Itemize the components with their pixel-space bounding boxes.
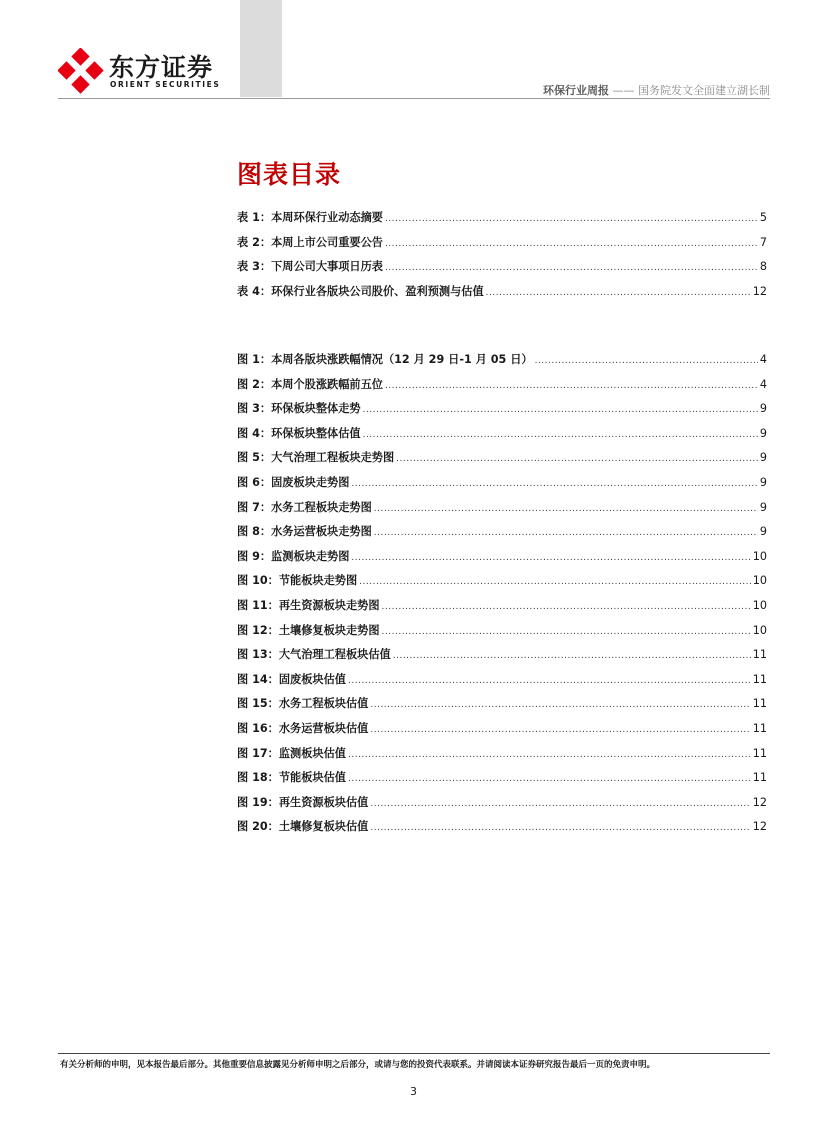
table-list <box>237 209 767 307</box>
figure-page-number: 10 <box>752 623 767 637</box>
figure-entry[interactable] <box>237 572 767 597</box>
table-entry[interactable] <box>237 283 767 308</box>
table-entry[interactable] <box>237 258 767 283</box>
figure-page-number: 9 <box>759 426 767 440</box>
table-title: 本周上市公司重要公告 <box>271 235 383 249</box>
figure-label: 图 16： <box>237 721 279 735</box>
figure-entry[interactable] <box>237 622 767 647</box>
figure-title: 固废板块估值 <box>278 672 346 686</box>
figure-label: 图 12： <box>237 623 279 637</box>
figure-list <box>237 351 767 843</box>
table-title: 环保行业各版块公司股价、盈利预测与估值 <box>271 284 484 298</box>
figure-entry[interactable] <box>237 499 767 524</box>
figure-label: 图 11： <box>237 598 279 612</box>
figure-label: 图 20： <box>237 820 279 834</box>
figure-label: 图 3： <box>237 402 272 416</box>
figure-page-number: 10 <box>752 598 767 612</box>
figure-label: 图 15： <box>237 697 279 711</box>
figure-page-number: 12 <box>752 820 767 834</box>
figure-entry[interactable] <box>237 425 767 450</box>
figure-entry[interactable] <box>237 400 767 425</box>
figure-entry[interactable] <box>237 769 767 794</box>
figure-page-number: 9 <box>759 402 767 416</box>
figure-label: 图 17： <box>237 746 279 760</box>
logo-chinese-name: 东方证券 <box>109 53 214 82</box>
figure-title: 再生资源板块估值 <box>278 795 369 809</box>
table-page-number: 8 <box>759 260 767 274</box>
report-subtitle: 国务院发文全面建立湖长制 <box>638 84 770 97</box>
toc-leader-dots <box>393 651 751 661</box>
toc-leader-dots <box>348 774 751 784</box>
page-number: 3 <box>410 1085 417 1098</box>
figure-entry[interactable] <box>237 695 767 720</box>
figure-title: 监测板块走势图 <box>271 549 350 563</box>
figure-entry[interactable] <box>237 523 767 548</box>
table-label: 表 3： <box>237 260 272 274</box>
figure-label: 图 4： <box>237 426 272 440</box>
toc-leader-dots <box>382 627 751 637</box>
report-type: 环保行业周报 <box>543 84 609 97</box>
table-label: 表 2： <box>237 235 272 249</box>
toc-leader-dots <box>370 823 750 833</box>
figure-label: 图 14： <box>237 672 279 686</box>
toc-leader-dots <box>486 288 751 298</box>
figure-title: 再生资源板块走势图 <box>278 598 380 612</box>
toc-leader-dots <box>382 602 751 612</box>
toc-leader-dots <box>396 454 758 464</box>
figure-label: 图 6： <box>237 475 272 489</box>
toc-leader-dots <box>370 725 750 735</box>
header-dash: —— <box>612 84 635 97</box>
figure-page-number: 11 <box>752 648 767 662</box>
figure-page-number: 11 <box>752 672 767 686</box>
footer-divider <box>58 1053 770 1054</box>
toc-leader-dots <box>385 239 758 249</box>
logo-mark-icon <box>58 48 104 94</box>
page-title: 图表目录 <box>237 160 342 189</box>
table-entry[interactable] <box>237 209 767 234</box>
figure-title: 节能板块走势图 <box>278 574 358 588</box>
figure-page-number: 11 <box>752 721 767 735</box>
figure-title: 大气治理工程板块走势图 <box>271 451 395 465</box>
toc-leader-dots <box>363 430 758 440</box>
figure-title: 土壤修复板块估值 <box>278 820 369 834</box>
figure-entry[interactable] <box>237 474 767 499</box>
figure-title: 环保板块整体估值 <box>271 426 361 440</box>
figure-page-number: 9 <box>759 525 767 539</box>
figure-label: 图 5： <box>237 451 272 465</box>
table-label: 表 1： <box>237 211 272 224</box>
figure-entry[interactable] <box>237 671 767 696</box>
figure-label: 图 9： <box>237 549 272 563</box>
figure-title: 水务运营板块走势图 <box>271 525 372 539</box>
toc-leader-dots <box>374 504 758 514</box>
figure-title: 水务工程板块估值 <box>278 697 369 711</box>
table-label: 表 4： <box>237 284 272 298</box>
figure-entry[interactable] <box>237 745 767 770</box>
logo-english-name: ORIENT SECURITIES <box>110 80 221 89</box>
toc-leader-dots <box>370 700 750 710</box>
figure-label: 图 13： <box>237 648 279 662</box>
header-divider <box>58 98 770 99</box>
toc-leader-dots <box>535 356 758 366</box>
figure-title: 环保板块整体走势 <box>271 402 361 416</box>
figure-label: 图 18： <box>237 771 279 785</box>
figure-page-number: 11 <box>752 771 767 785</box>
figure-page-number: 10 <box>752 549 767 563</box>
figure-page-number: 10 <box>752 574 767 588</box>
figure-page-number: 9 <box>759 475 767 489</box>
figure-label: 图 8： <box>237 525 272 539</box>
header-grey-bar <box>240 0 282 97</box>
figure-entry[interactable] <box>237 720 767 745</box>
company-logo <box>58 48 228 94</box>
figure-entry[interactable] <box>237 597 767 622</box>
table-page-number: 12 <box>752 284 767 298</box>
table-title: 下周公司大事项日历表 <box>271 260 383 274</box>
toc-leader-dots <box>351 553 750 563</box>
figure-title: 水务工程板块走势图 <box>271 500 372 514</box>
figure-page-number: 11 <box>752 697 767 711</box>
report-header-title <box>543 82 770 98</box>
figure-label: 图 10： <box>237 574 279 588</box>
toc-leader-dots <box>374 528 758 538</box>
figure-entry[interactable] <box>237 449 767 474</box>
table-page-number: 7 <box>759 235 767 249</box>
toc-leader-dots <box>359 577 751 587</box>
figure-label: 图 2： <box>237 377 272 391</box>
figure-page-number: 11 <box>752 746 767 760</box>
figure-page-number: 9 <box>759 500 767 514</box>
figure-page-number: 12 <box>752 795 767 809</box>
figure-page-number: 9 <box>759 451 767 465</box>
figure-title: 大气治理工程板块估值 <box>278 648 391 662</box>
table-title: 本周环保行业动态摘要 <box>271 211 383 224</box>
figure-title: 监测板块估值 <box>278 746 346 760</box>
figure-title: 固废板块走势图 <box>271 475 350 489</box>
table-entry[interactable] <box>237 234 767 259</box>
toc-leader-dots <box>348 750 751 760</box>
figure-label: 图 7： <box>237 500 272 514</box>
toc-leader-dots <box>385 214 758 224</box>
figure-page-number: 4 <box>759 377 767 391</box>
toc-leader-dots <box>348 676 751 686</box>
figure-label: 图 19： <box>237 795 279 809</box>
table-page-number: 5 <box>759 211 767 224</box>
toc-leader-dots <box>385 381 758 391</box>
figure-entry[interactable] <box>237 794 767 819</box>
figure-page-number: 4 <box>759 353 767 366</box>
figure-title: 本周个股涨跌幅前五位 <box>271 377 383 391</box>
figure-title: 节能板块估值 <box>278 771 346 785</box>
figure-label: 图 1： <box>237 353 272 366</box>
figure-entry[interactable] <box>237 646 767 671</box>
footer-disclaimer: 有关分析师的申明，见本报告最后部分。其他重要信息披露见分析师申明之后部分，或请与您的投资代表联系。并请阅读本证券研究报告最后一页的免责申明。 <box>60 1060 656 1070</box>
toc-leader-dots <box>385 263 758 273</box>
figure-entry[interactable] <box>237 548 767 573</box>
figure-title: 本周各版块涨跌幅情况（12 月 29 日-1 月 05 日） <box>271 353 533 366</box>
figure-entry[interactable] <box>237 376 767 401</box>
toc-leader-dots <box>363 405 758 415</box>
toc-leader-dots <box>351 479 757 489</box>
figure-title: 土壤修复板块走势图 <box>278 623 380 637</box>
figure-title: 水务运营板块估值 <box>278 721 369 735</box>
toc-leader-dots <box>370 799 750 809</box>
figure-entry[interactable] <box>237 818 767 843</box>
figure-entry[interactable] <box>237 351 767 376</box>
